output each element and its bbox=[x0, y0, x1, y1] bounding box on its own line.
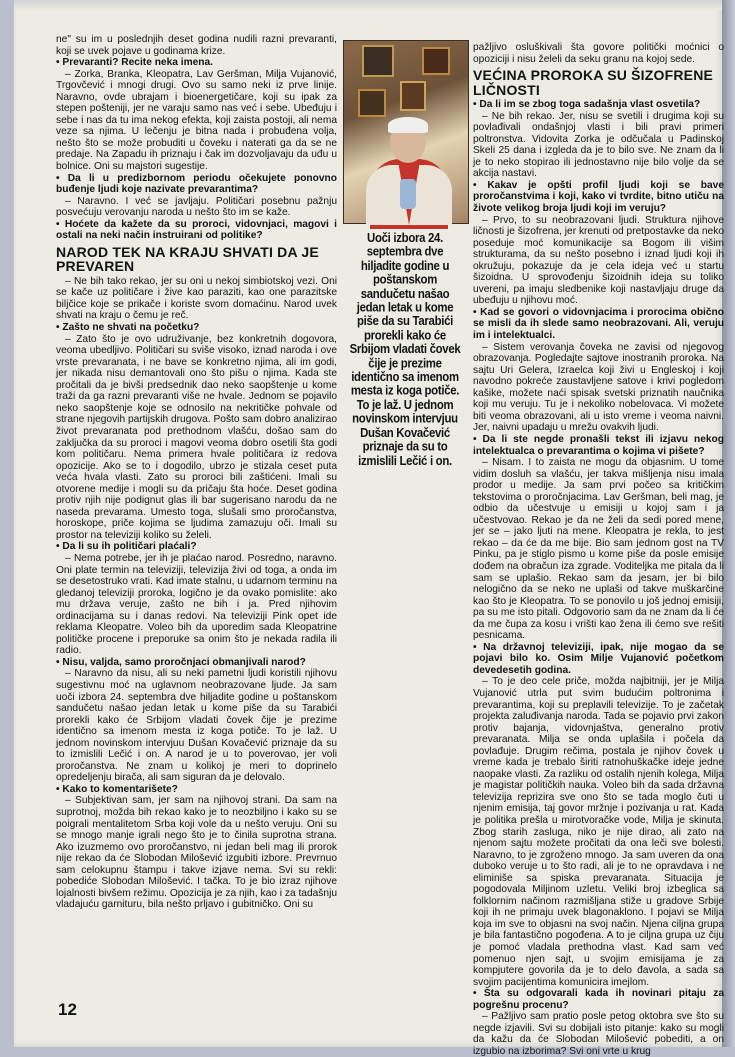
question: • Da li su ih političari plaćali? bbox=[56, 541, 197, 553]
person-hair bbox=[388, 117, 428, 133]
portrait-photo bbox=[343, 40, 469, 224]
paragraph: – Pažljivo sam pratio posle petog oktobra sve što su negde izjavili. Svi su dobijali isto pitanje: kako su mogli da kažu da će Slobodan Milošević pobediti, a on izgubio na izborima? Svi oni vrte u krug bbox=[473, 1011, 724, 1057]
icon-painting bbox=[400, 81, 426, 111]
question: • Zašto ne shvati na početku? bbox=[56, 322, 200, 334]
question: • Da li im se zbog toga sadašnja vlast osvetila? bbox=[473, 99, 701, 111]
paragraph: – Zorka, Branka, Kleopatra, Lav Geršman, Milja Vujanović, Trgovčević i mnogi drugi. Ovo su samo neki iz prve linije. Naravno, ovde ubrajam i bioenergetičare, koji su ipak za stepen poštеniji, jer ne varaju samo nas već i sebe. Ubeđuju i sebe i nas da tu ima nekog efekta, koji zaista postoji, ali nema veze sa njima. U lečenju je bitna nada i probuđena volja, nešto što se može probuditi u čoveku i naterati ga da se ne predaje. Na Zapadu ih priznaju i čak im dozvoljavaju da uđu u bolnice. Oni su majstori sugestije. bbox=[56, 68, 337, 173]
page-top-shadow bbox=[14, 0, 726, 10]
question: • Hoćete da kažete da su proroci, vidovnjaci, magovi i ostali na neki način instruirani od politike? bbox=[56, 218, 337, 242]
question: • Prevaranti? Recite neka imena. bbox=[56, 57, 214, 69]
question: • Na državnoj televiziji, ipak, nije mogao da se pojavi bilo ko. Osim Milje Vujanović početkom devedesetih godina. bbox=[473, 641, 724, 676]
paragraph: – Ne bih rekao. Jer, nisu se svetili i drugima koji su povlađivali ondašnjoj vlasti i bili pravi primeri poltronstva. Vidovita Zorka je odčučala u Padinskoj Skeli 25 dana i izgleda da je to bilo sve. Ne znam da li je to neko stopirao ili jednostavno nije bilo volje da se akcija nastavi. bbox=[473, 110, 724, 180]
icon-painting bbox=[422, 47, 450, 75]
paragraph: – Sistem verovanja čoveka ne zavisi od njegovog obrazovanja. Pogledajte sajtove inostranih proroka. Na sajtu Uri Gelera, Izraelca koji živi u Engleskoj i koji navodno pokreće zaustavljene satove i krivi pogledom kašike, možete naći spisak svetski priznatih naučnika koji mu veruju. Tu je i nekoliko nobelovaca. Vi možete biti veoma obrazovani, ali u isto vreme i veoma naivni. Jer, naivni upadaju u mrežu ovakvih ljudi. bbox=[473, 341, 724, 434]
question: • Kad se govori o vidovnjacima i prorocima obično se misli da ih slede samo neobrazovani. Ali, veruju im i intelektualci. bbox=[473, 306, 724, 342]
paragraph: – Ne bih tako rekao, jer su oni u nekoj simbiotskoj vezi. Oni se kače uz političare i žive kao paraziti, kao one parazitske biljčice koje se prikače i koriste svom domaćinu. Narod uvek shvati na kraju o čemu je reč. bbox=[56, 275, 337, 322]
paragraph: – Prvo, to su neobrazovani ljudi. Struktura njihove ličnosti je šizofrena, jer krenuti od pretpostavke da neko poseduje moć komunikacije sa Bogom ili višim strukturama, da su nešto posebno i iznad ljudi koji ih okružuju, pokazuje da je cela ideja već u startu šizoidna. U sprovođenju šizoidnih ideja su toliko uvereni, pa imaju sledbenike koji nastavljaju druge da ubeđuju u njihovu moć. bbox=[473, 214, 724, 307]
question: • Kakav je opšti profil ljudi koji se bave proročanstvima i koji, kako vi tvrdite, bitno utiču na živote velikog broja ljudi koji im veruju? bbox=[473, 179, 724, 215]
question: • Nisu, valjda, samo proročnjaci obmanjivali narod? bbox=[56, 656, 306, 668]
section-heading: VEĆINA PROROKA SU ŠIZOFRENE LIČNOSTI bbox=[473, 67, 714, 98]
paragraph: – Zato što je ovo udruživanje, bez konkretnih dogovora, veoma ubedljivo. Političari su sviše visoko, iznad naroda i ove vrste prevaranata, i ne bave se konkretno njima, ali im godi, jer nikada nisu demantovali ono što pišu o njima. Kada ste pročitali da je bivši predsednik dao neko saopštenje u kome traži da ga razni prevaranti više ne hvale. Jednom se pojavilo neko saopštenje koje se odnosilo na nekritičke pohvale od strane njegovih partijskih drugova. Pošto sam dobro analizirao život prevaranata pod prethodnom vlašću, došao sam do zaključka da su proroci i magovi veoma dobro osetili šta godi kom političaru. Nema primera hvale političara iz redova opozicije. Ako se to i dogodilo, ubrzo je stizala ceset puta veća hvala vlasti. Zato su proroci bili zaštićeni. Imali su otvorene medije i mogli su da pričaju šta hoće. Deset godina protiv njih nije podignut glas ili bar sugerisano narodu da ne naseda prevarama. Umesto toga, slušali smo proročanstva, horoskope, priče kojima se ljudima zamazuju oči. Imali su prostor na televiziji koliko su želeli. bbox=[56, 333, 337, 541]
question: • Šta su odgovarali kada ih novinari pitaju za pogrešnu procenu? bbox=[473, 988, 724, 1011]
paragraph: – Nisam. I to zaista ne mogu da objasnim. U tome vidim dosluh sa vlašću, jer takva mišljenja nisu imala prodor u medije. Ja sam prvi počeo sa kritičkim tekstovima o proročnjacima. Lav Geršman, beli mag, je odbio da učestvuje u emisiji u kojoj sam i ja učestvovao. Rekao je da ne želi da sedi pored mene, jer se – jako ljuti na mene. Kleopatra je rekla, to jest rekao – da će da me bije. Bio sam jednom gost na TV Pinku, pa je stiglo pismo u kome piše da posle emisije dođem na obračun iza zgrade. Voditeljka me pitala da li sam se uplašio. Rekao sam da jesam, jer bi bilo nelogično da se neko ne uplaši od takve muškarčine kao što je Kleopatra. To se ponovilo u još jednoj emisiji, pa su me isto pitali. Odgovorio sam da ne znam da li će da me čupa za kosu i vrišti kao žena ili ćemo sve rešiti pesnicama. bbox=[473, 457, 724, 642]
paragraph: pažljivo osluškivali šta govore politički moćnici o opoziciji i nisu želeli da seku granu na kojoj sede. bbox=[473, 42, 724, 65]
column-left bbox=[56, 34, 337, 1009]
page-number: 12 bbox=[58, 1000, 77, 1019]
bottle-icon bbox=[400, 179, 416, 209]
paragraph: – To je deo cele priče, možda najbitniji, jer je Milja Vujanović utrla put svim budućim poltronima i prevarantima, koji su preplavili televizije. To je začetak projekta zaluđivanja naroda. Tada se pojavio prvi zakon protiv bajanja, vidovnjaštva, generalno protiv prevaranata. Milja se onda uplašila i počela da povlađuje. Drugim rečima, postala je njihov čovek u vreme kada je trebalo širiti ratnohuškačke ideje jedne naopake vlasti. Za razliku od ostalih njenih kolega, Milja je magistar političkih nauka. Voleo bih da sada državna televizija reprizira sve ono što se tada moglo čuti u njenim emisija, taj govor mržnje i pozivanja u rat. Kada je politika prešla u mirotvoračke vode, Milja je skinuta. Zbog starih zasluga, niko je nije dirao, ali zato na njenom sajtu možete pročitati da ona leči sve bolesti. Naravno, to je zgroženo mnogo. Ja sam uveren da ona duboko veruje u to što radi, ali je to ne opravdava i ne eliminiše sa spiska prevaranata. Situacija je pogodovala Miljinom uzletu. Veliki broj izbeglica sa folklornim načinom razmišljana stiže u gradove Srbije koji ih ne primaju uvek blagonaklono. I pojavi se Milja koja im sve to objasni na svoj način. Njena ciljna grupa je bila fantastično pogođena. A to je ciljna grupa uz čiju je pomoć vladala prethodna vlast. Kad sam već pomenuo njen sajt, u svojim emisijama je za kompjutere govorila da je to delo đavola, a sada sa svojim pacijentima komunicira imejlom. bbox=[473, 676, 724, 988]
paragraph: ne" su im u poslednjih deset godina nudili razni prevaranti, koji se uvek pojave u godinama krize. bbox=[56, 34, 337, 57]
photo-caption: Uoči izbora 24. septembra dve hiljadite godine u poštanskom sandučetu našao jedan letak u kome piše da su Tarabići prorekli kako će Srbijom vladati čovek čije je prezime identično sa imenom mesta iz koga potiče. To je laž. U jednom novinskom intervjuu Dušan Kovačević priznaje da su to izmislili Lečić i on. bbox=[349, 232, 461, 468]
paragraph: – Nema potrebe, jer ih je plaćao narod. Posredno, naravno. Oni plate termin na televiziji, televizija živi od toga, a onda im se desetostruko vrati. Kad imate stalnu, u udarnom terminu na gledanoj televiziji proroka, logično je da ovako pomislite: ako mu država veruje, zašto ne bih i ja. Pred njihovim ordinacijama su i danas redovi. Na televiziji Pink opet ide reklama Kleopatre. Voleo bih da uporedim sada Kleopatrine političke procene i preporuke sa onim što je nekada radila ili radio. bbox=[56, 552, 337, 657]
paragraph: – Subjektivan sam, jer sam na njihovoj strani. Da sam na suprotnoj, možda bih rekao kako je to neozbiljno i kako su se poigrali mentalitetom Srba koji vole da u nešto veruju. Oni su se mnogo manje igrali nego što je to činila suprotna strana. Ako izuzmemo ovo proročanstvo, ni jedan beli mag ili prorok nije rekao da će Slobodan Milošević izgubiti izbore. Prevrnuo sam celokupnu štampu i takve izjave nema. Svi su rekli: pobediće Slobodan Milošević. I tačka. To je bio izraz njihove lojalnosti bivšem režimu. Opozicija je za njih, kao i za tadašnju vladajuću garnituru, bila nešto prljavo i gubitničko. Oni su bbox=[56, 795, 337, 911]
paragraph: – Naravno da nisu, ali su neki pametni ljudi koristili njihovu sugestivnu moć na uglavnom neobrazovane ljude. Ja sam uoči izbora 24. septembra dve hiljadite godine u poštanskom sandučetu našao jedan letak u kome piše da su Tarabići prorekli kako će Srbijom vladati čovek čije je prezime identično sa imenom mesta iz koga potiče. To je laž. U jednom novinskom intervjuu Dušan Kovačević priznaje da su to izmislili Lečić i on. A narod je u to poverovao, jer voli proročanstva. Ne znam u kolikoj je meri to doprinelo opredeljenju birača, ali sam siguran da je delovalo. bbox=[56, 668, 337, 784]
column-right bbox=[473, 42, 724, 1057]
question: • Kako to komentarišete? bbox=[56, 783, 178, 795]
section-heading: NAROD TEK NA KRAJU SHVATI DA JE PREVAREN bbox=[56, 243, 319, 275]
paragraph: – Naravno. I već se javljaju. Političari posebnu pažnju posvećuju verovanju naroda u nešto što im se kaže. bbox=[56, 195, 337, 219]
question: • Da li u predizbornom periodu očekujete ponovno buđenje ljudi koje nazivate prevarantima? bbox=[56, 172, 337, 196]
question: • Da li ste negde pronašli tekst ili izjavu nekog intelektualca o prevarantima o kojima vi pišete? bbox=[473, 433, 724, 457]
icon-painting bbox=[358, 89, 386, 117]
icon-painting bbox=[362, 45, 394, 77]
